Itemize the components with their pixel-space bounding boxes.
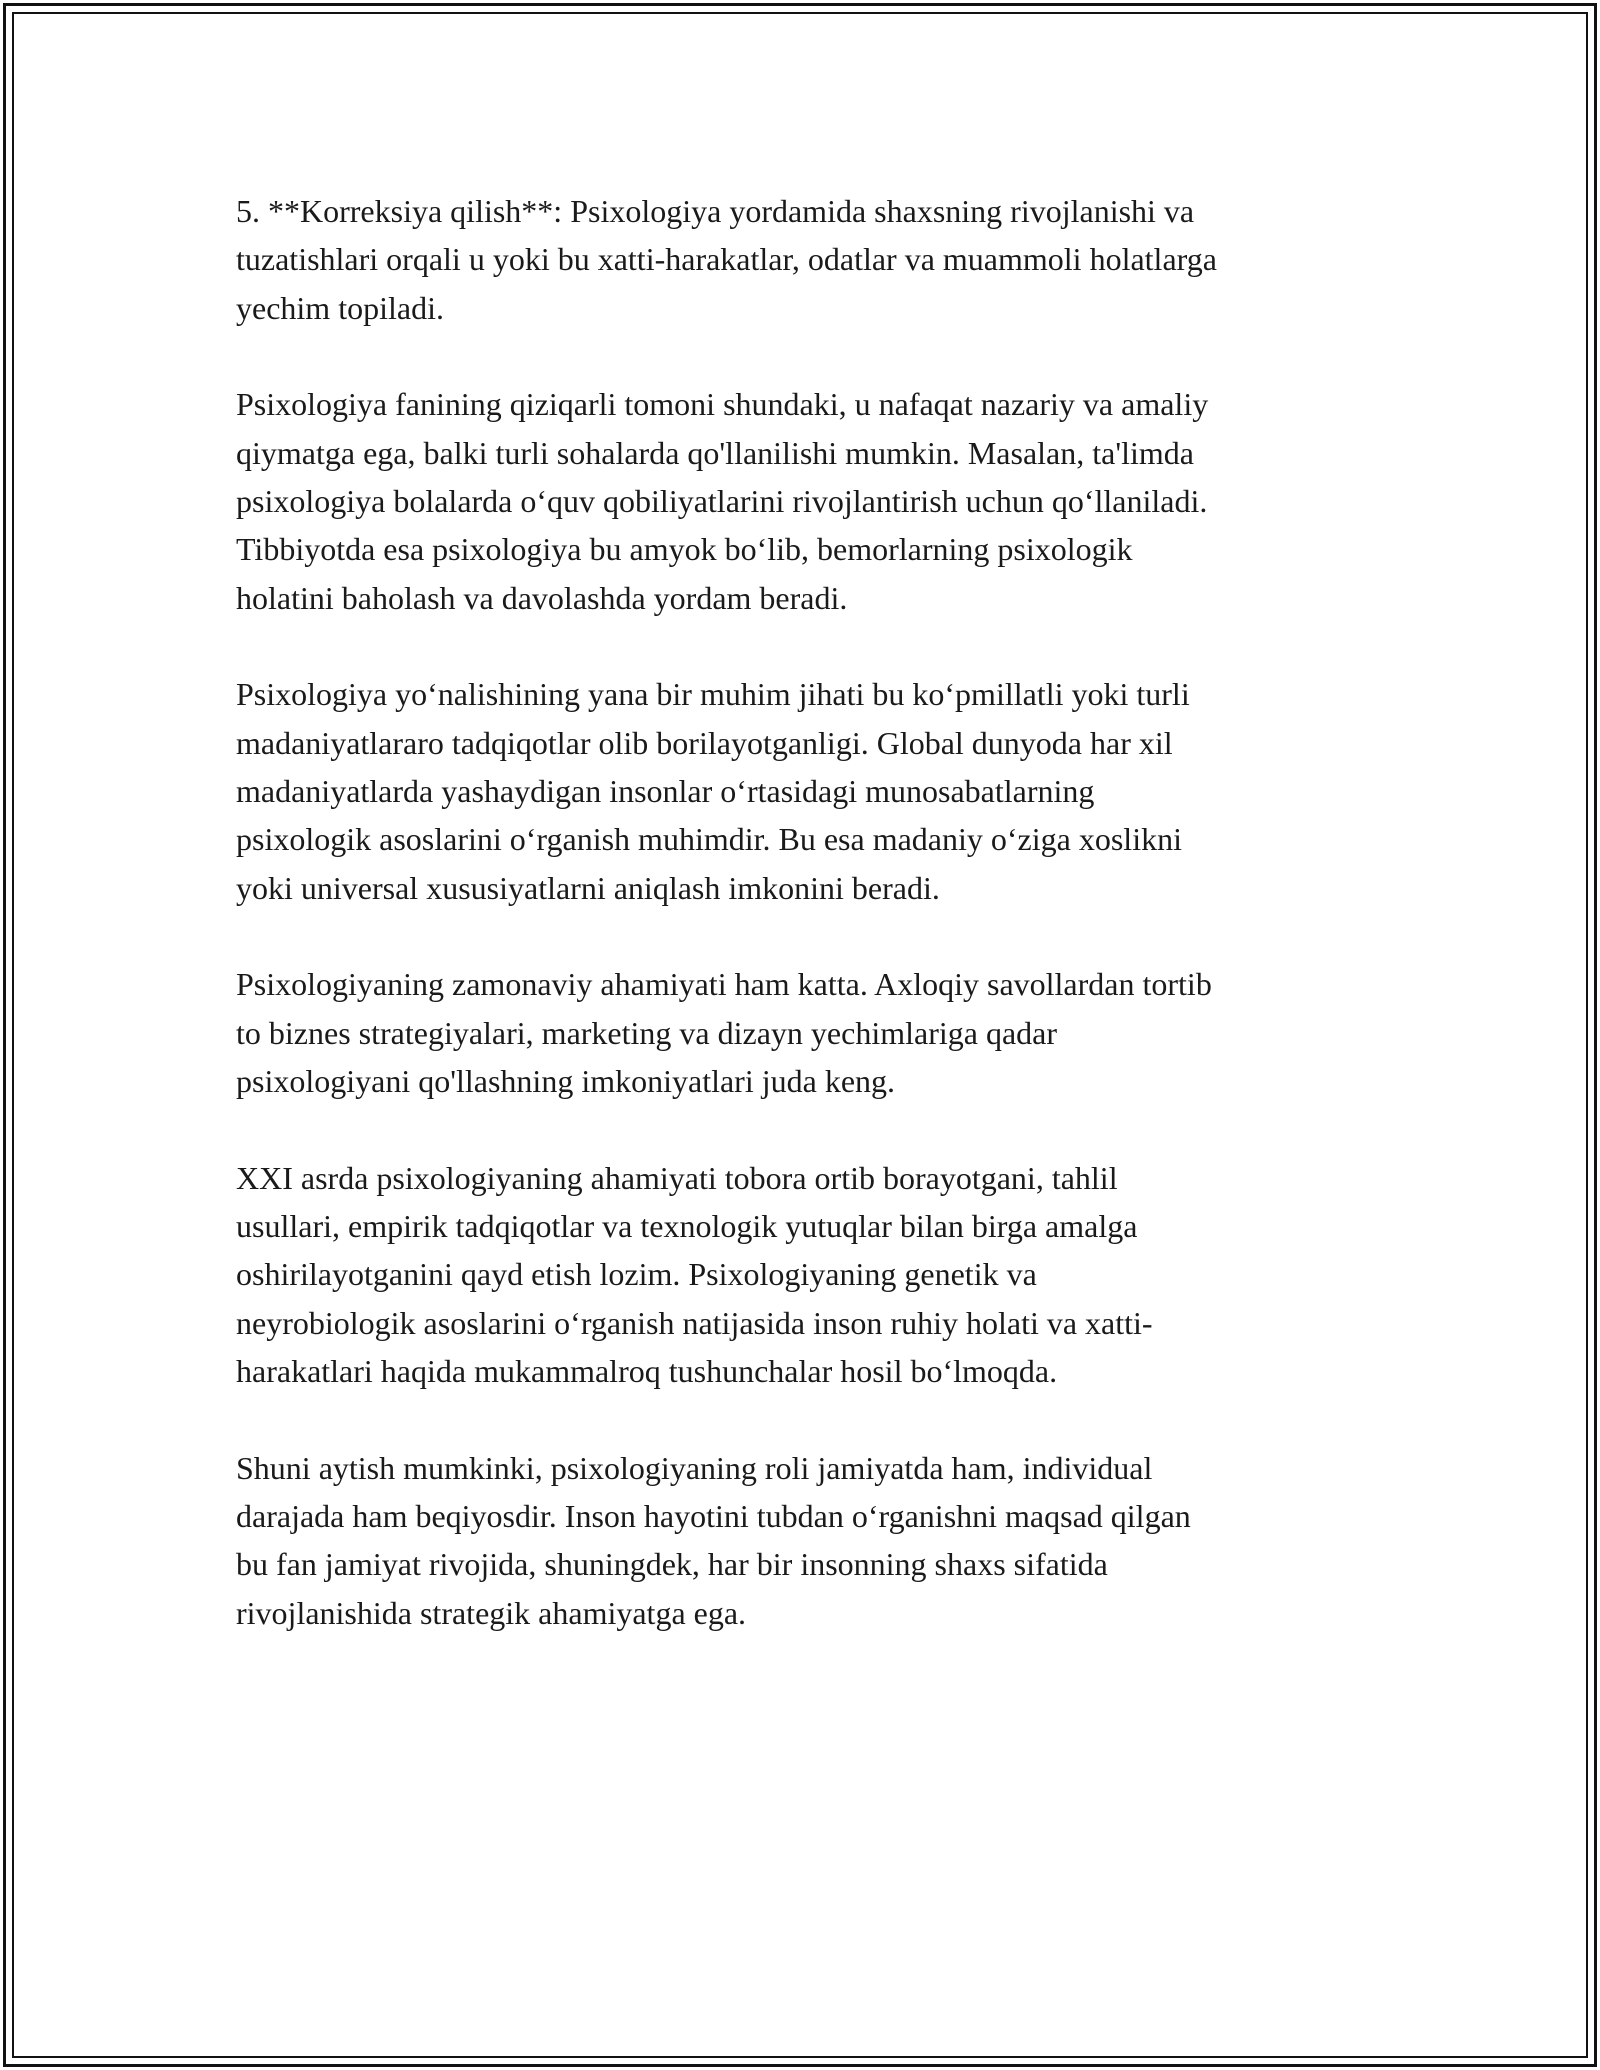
- paragraph-modern-importance: Psixologiyaning zamonaviy ahamiyati ham katta. Axloqiy savollardan tortib to biznes strategiyalari, marketing va dizayn yechimlariga qadar psixologiyani qo'llashning imkoniyatlari juda keng.: [236, 966, 1212, 1100]
- paragraph-cross-cultural: Psixologiya yo‘nalishining yana bir muhim jihati bu ko‘pmillatli yoki turli madaniyatlararo tadqiqotlar olib borilayotganligi. Global dunyoda har xil madaniyatlarda yashaydigan insonlar o‘rtasidagi munosabatlarning psixologik asoslarini o‘rganish muhimdir. Bu esa madaniy o‘ziga xoslikni yoki universal xususiyatlarni aniqlash imkonini beradi.: [236, 676, 1190, 906]
- paragraph-applications: Psixologiya fanining qiziqarli tomoni shundaki, u nafaqat nazariy va amaliy qiymatga ega, balki turli sohalarda qo'llanilishi mumkin. Masalan, ta'limda psixologiya bolalarda o‘quv qobiliyatlarini rivojlantirish uchun qo‘llaniladi. Tibbiyotda esa psixologiya bu amyok bo‘lib, bemorlarning psixologik holatini baholash va davolashda yordam beradi.: [236, 386, 1209, 616]
- paragraph-conclusion: Shuni aytish mumkinki, psixologiyaning roli jamiyatda ham, individual darajada ham beqiyosdir. Inson hayotini tubdan o‘rganishni maqsad qilgan bu fan jamiyat rivojida, shuningdek, har bir insonning shaxs sifatida rivojlanishida strategik ahamiyatga ega.: [236, 1449, 1191, 1631]
- paragraph-21st-century: XXI asrda psixologiyaning ahamiyati tobora ortib borayotgani, tahlil usullari, empirik tadqiqotlar va texnologik yutuqlar bilan birga amalga oshirilayotganini qayd etish lozim. Psixologiyaning genetik va neyrobiologik asoslarini o‘rganish natijasida inson ruhiy holati va xatti- harakatlari haqida mukammalroq tushunchalar hosil bo‘lmoqda.: [236, 1159, 1153, 1390]
- document-body: [236, 187, 1366, 1685]
- paragraph-correction: 5. **Korreksiya qilish**: Psixologiya yordamida shaxsning rivojlanishi va tuzatishlari orqali u yoki bu xatti-harakatlar, odatlar va muammoli holatlarga yechim topiladi.: [236, 193, 1217, 326]
